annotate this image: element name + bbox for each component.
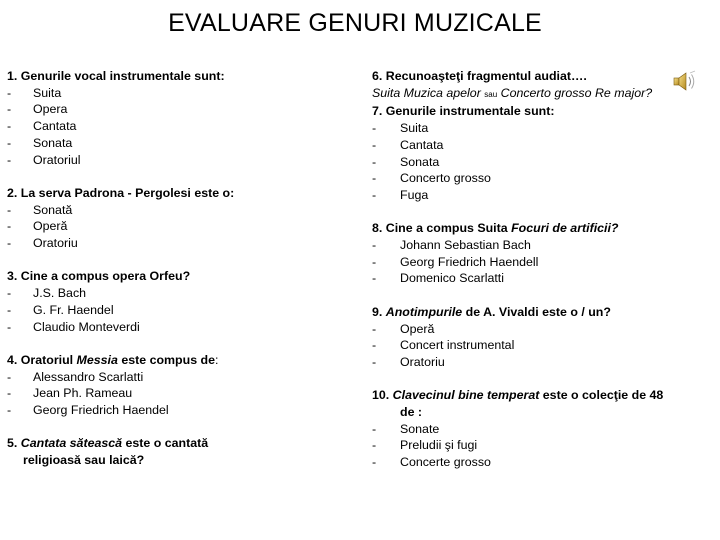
option: - Claudio Monteverdi: [7, 319, 140, 334]
left-column: [7, 68, 347, 486]
option: - Concert instrumental: [372, 338, 515, 353]
question-6-subline: Suita Muzica apelor sau Concerto grosso Re major?: [372, 85, 653, 100]
question-9: 9. Anotimpurile de A. Vivaldi este o / un? - Operă - Concert instrumental - Oratoriu: [372, 304, 712, 371]
option: - Sonata: [372, 154, 440, 169]
question-10: 10. Clavecinul bine temperat este o colecţie de 48 de : - Sonate - Preludii şi fugi - Concerte grosso: [372, 387, 712, 471]
question-1: [7, 68, 347, 168]
right-column: [372, 68, 712, 488]
option: - Oratoriul: [7, 152, 81, 167]
question-8: 8. Cine a compus Suita Focuri de artificii? - Johann Sebastian Bach - Georg Friedrich Haendell - Domenico Scarlatti: [372, 220, 712, 287]
option: - Georg Friedrich Haendell: [372, 254, 539, 269]
question-6-text: 6. Recunoaşteţi fragmentul audiat….: [372, 69, 587, 83]
option: - Domenico Scarlatti: [372, 271, 504, 286]
option: - G. Fr. Haendel: [7, 302, 114, 317]
question-4: 4. Oratoriul Messia este compus de: - Alessandro Scarlatti - Jean Ph. Rameau - Georg Friedrich Haendel: [7, 352, 347, 419]
option: - Georg Friedrich Haendel: [7, 403, 169, 418]
option: - Cantata: [7, 119, 77, 134]
option: - Sonate: [372, 421, 440, 436]
option: - Opera: [7, 102, 68, 117]
question-1-text: 1. Genurile vocal instrumentale sunt:: [7, 69, 225, 83]
option: - Concerte grosso: [372, 455, 491, 470]
option: - Operă: [372, 321, 435, 336]
option: - Fuga: [372, 187, 429, 202]
page-title: EVALUARE GENURI MUZICALE: [168, 9, 542, 37]
question-6: [372, 68, 712, 103]
question-3-text: 3. Cine a compus opera Orfeu?: [7, 269, 191, 284]
speaker-icon[interactable]: [672, 70, 698, 92]
option: - Operă: [7, 219, 68, 234]
question-2: [7, 185, 347, 252]
option: - Johann Sebastian Bach: [372, 238, 531, 253]
option: - Preludii şi fugi: [372, 438, 478, 453]
question-3: [7, 268, 347, 335]
question-2-text: 2. La serva Padrona - Pergolesi este o:: [7, 185, 235, 200]
option: - Suita: [372, 121, 429, 136]
option: - J.S. Bach: [7, 286, 87, 301]
option: - Sonată: [7, 202, 73, 217]
option: - Alessandro Scarlatti: [7, 369, 144, 384]
option: - Jean Ph. Rameau: [7, 386, 133, 401]
question-7: [372, 103, 712, 203]
option: - Oratoriu: [7, 236, 78, 251]
option: - Cantata: [372, 137, 444, 152]
option: - Concerto grosso: [372, 171, 491, 186]
question-7-text: 7. Genurile instrumentale sunt:: [372, 104, 555, 119]
option: - Sonata: [7, 135, 73, 150]
option: - Suita: [7, 85, 62, 100]
option: - Oratoriu: [372, 354, 445, 369]
question-5: 5. Cantata sătească este o cantată religioasă sau laică?: [7, 436, 209, 468]
